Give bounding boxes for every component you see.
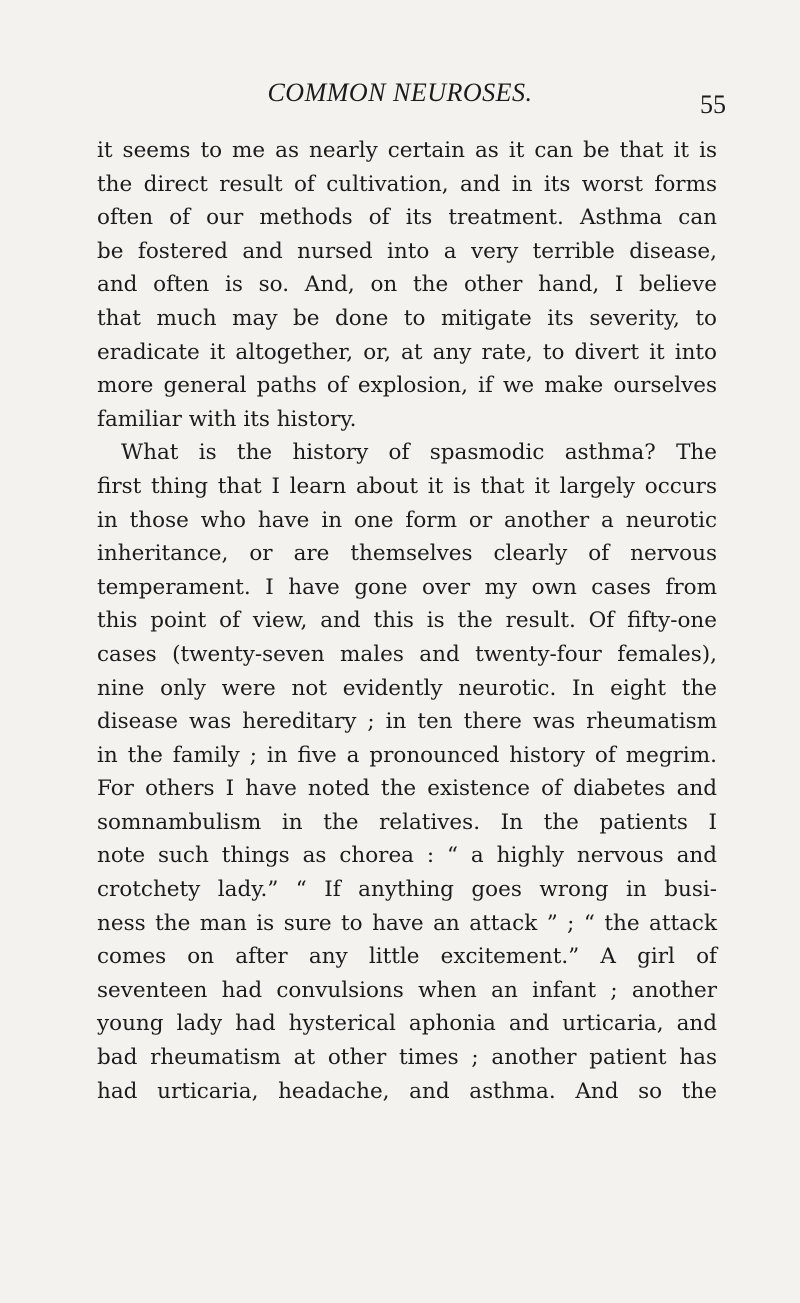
text-line: first thing that I learn about it is that it largely occurs [97,473,717,499]
text-line: What is the history of spasmodic asthma? The [121,440,717,466]
text-line: had urticaria, headache, and asthma. And so the [97,1078,717,1104]
text-line: temperament. I have gone over my own cases from [97,574,717,600]
text-line: inheritance, or are themselves clearly of nervous [97,541,717,567]
text-line: familiar with its history. [97,406,357,432]
text-line: ness the man is sure to have an attack ” ; “ the attack [97,910,717,936]
text-line: often of our methods of its treatment. Asthma can [97,205,717,231]
text-line: comes on after any little excitement.” A girl of [97,944,717,970]
body-text [97,134,717,1108]
text-line: note such things as chorea : “ a highly nervous and [97,843,717,869]
text-line: somnambulism in the relatives. In the patients I [97,809,717,835]
text-line: bad rheumatism at other times ; another patient has [97,1045,717,1071]
text-line: more general paths of explosion, if we make ourselves [97,373,717,399]
text-line: in the family ; in five a pronounced history of megrim. [97,742,717,768]
text-line: and often is so. And, on the other hand, I believe [97,272,717,298]
page-number: 55 [700,90,726,119]
text-line: For others I have noted the existence of diabetes and [97,776,717,802]
text-line: that much may be done to mitigate its severity, to [97,305,717,331]
text-line: disease was hereditary ; in ten there was rheumatism [97,709,717,735]
running-title: COMMON NEUROSES. [267,78,533,107]
text-line: seventeen had convulsions when an infant ; another [97,977,717,1003]
text-line: in those who have in one form or another a neurotic [97,507,717,533]
text-line: young lady had hysterical aphonia and urticaria, and [97,1011,717,1037]
text-line: nine only were not evidently neurotic. In eight the [97,675,717,701]
text-line: crotchety lady.” “ If anything goes wrong in busi- [97,877,717,903]
text-line: eradicate it altogether, or, at any rate, to divert it into [97,339,717,365]
running-head [0,78,800,118]
text-line: it seems to me as nearly certain as it can be that it is [97,138,717,163]
text-line: be fostered and nursed into a very terrible disease, [97,238,717,264]
text-line: this point of view, and this is the result. Of fifty-one [97,608,717,634]
text-line: cases (twenty-seven males and twenty-four females), [97,641,717,667]
text-line: the direct result of cultivation, and in its worst forms [97,171,717,197]
